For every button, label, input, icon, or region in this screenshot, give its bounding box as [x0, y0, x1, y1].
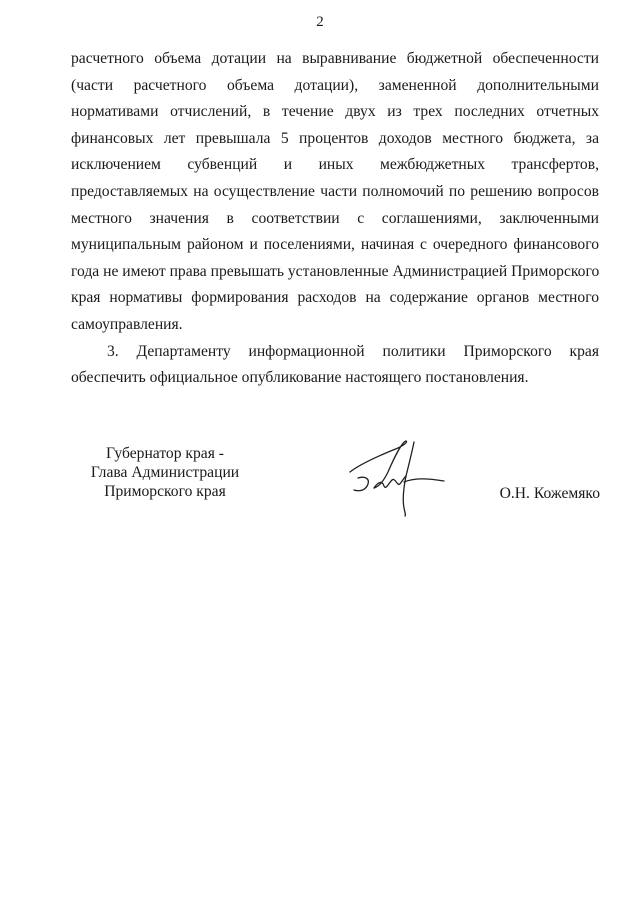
- text-line: предоставляемых на осуществление части полномочий по решению вопросов: [71, 182, 599, 200]
- text-line: нормативами отчислений, в течение двух из трех последних отчетных: [71, 103, 599, 121]
- signatory-title-line: Губернатор края -: [106, 445, 224, 462]
- text-line: года не имеют права превышать установленные Администрацией Приморского: [71, 262, 600, 280]
- paragraph-item-3: [71, 339, 599, 392]
- text-line: самоуправления.: [71, 315, 183, 333]
- document-body: [71, 46, 599, 392]
- handwritten-signature: [344, 438, 448, 518]
- text-line: расчетного объема дотации на выравнивание бюджетной обеспеченности: [71, 50, 599, 67]
- text-line: местного значения в соответствии с соглашениями, заключенными: [71, 209, 599, 227]
- page-number: 2: [316, 14, 324, 30]
- signature-block: [0, 444, 640, 524]
- signatory-title: [60, 444, 270, 501]
- signatory-title-line: Глава Администрации: [90, 464, 240, 481]
- text-line: исключением субвенций и иных межбюджетных трансфертов,: [71, 156, 599, 174]
- paragraph-continuation: [71, 46, 599, 339]
- signatory-name: О.Н. Кожемяко: [499, 485, 600, 502]
- text-line: финансовых лет превышала 5 процентов доходов местного бюджета, за: [71, 129, 599, 147]
- text-line: обеспечить официальное опубликование настоящего постановления.: [71, 369, 529, 387]
- text-line: муниципальным районом и поселениями, начиная с очередного финансового: [71, 236, 599, 254]
- text-line: края нормативы формирования расходов на содержание органов местного: [71, 289, 599, 307]
- signatory-title-line: Приморского края: [104, 483, 226, 500]
- text-line: (части расчетного объема дотации), замененной дополнительными: [71, 76, 599, 94]
- text-line: 3. Департаменту информационной политики Приморского края: [107, 342, 599, 360]
